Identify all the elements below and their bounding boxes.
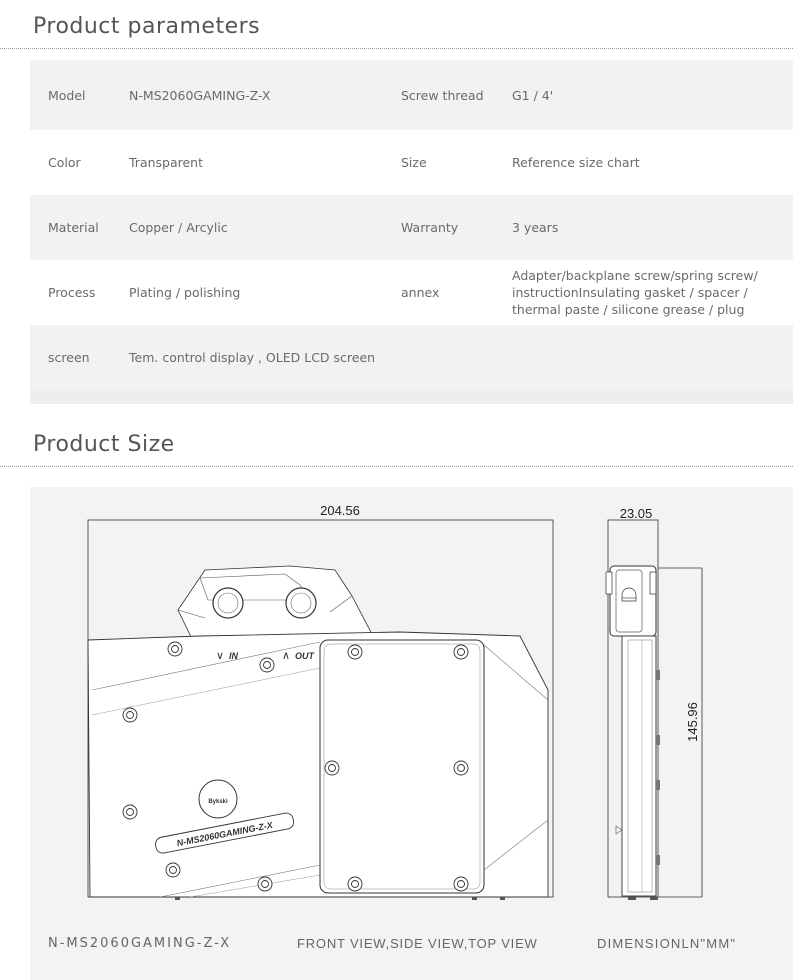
param-value: Adapter/backplane screw/spring screw/ instructionInsulating gasket / spacer / thermal paste / silicone grease / plug bbox=[512, 268, 758, 317]
param-value: N-MS2060GAMING-Z-X bbox=[129, 87, 271, 103]
size-section-title: Product Size bbox=[33, 432, 175, 457]
params-section-title: Product parameters bbox=[33, 14, 261, 39]
views-caption: FRONT VIEW,SIDE VIEW,TOP VIEW bbox=[297, 936, 538, 951]
param-value: Transparent bbox=[129, 155, 204, 170]
param-label: screen bbox=[48, 350, 90, 365]
param-label: Material bbox=[48, 220, 99, 235]
param-label: Screw thread bbox=[401, 87, 484, 103]
param-label: Color bbox=[48, 155, 81, 170]
param-value: G1 / 4' bbox=[512, 87, 554, 103]
param-label: Process bbox=[48, 285, 96, 300]
model-caption: N-MS2060GAMING-Z-X bbox=[48, 936, 232, 951]
param-value: 3 years bbox=[512, 220, 559, 235]
param-label: Model bbox=[48, 87, 86, 103]
unit-caption: DIMENSIONLN"MM" bbox=[597, 936, 737, 951]
param-label: Warranty bbox=[401, 220, 459, 235]
param-value: Tem. control display , OLED LCD screen bbox=[129, 350, 376, 365]
thickness-dimension: 23.05 bbox=[619, 506, 653, 521]
param-value: Reference size chart bbox=[512, 155, 640, 170]
width-dimension: 204.56 bbox=[320, 503, 360, 518]
out-label: OUT bbox=[295, 651, 314, 661]
brand-logo-text: Bykski bbox=[208, 799, 228, 805]
in-arrow-icon: ∨ bbox=[216, 649, 225, 662]
param-value: Plating / polishing bbox=[129, 285, 241, 300]
param-value: Copper / Arcylic bbox=[129, 220, 228, 235]
param-label: Size bbox=[401, 155, 427, 170]
height-dimension: 145.96 bbox=[685, 702, 700, 742]
param-label: annex bbox=[401, 285, 440, 300]
in-label: IN bbox=[229, 651, 238, 661]
nameplate-model: N-MS2060GAMING-Z-X bbox=[175, 819, 274, 849]
out-arrow-icon: ∧ bbox=[282, 649, 291, 662]
